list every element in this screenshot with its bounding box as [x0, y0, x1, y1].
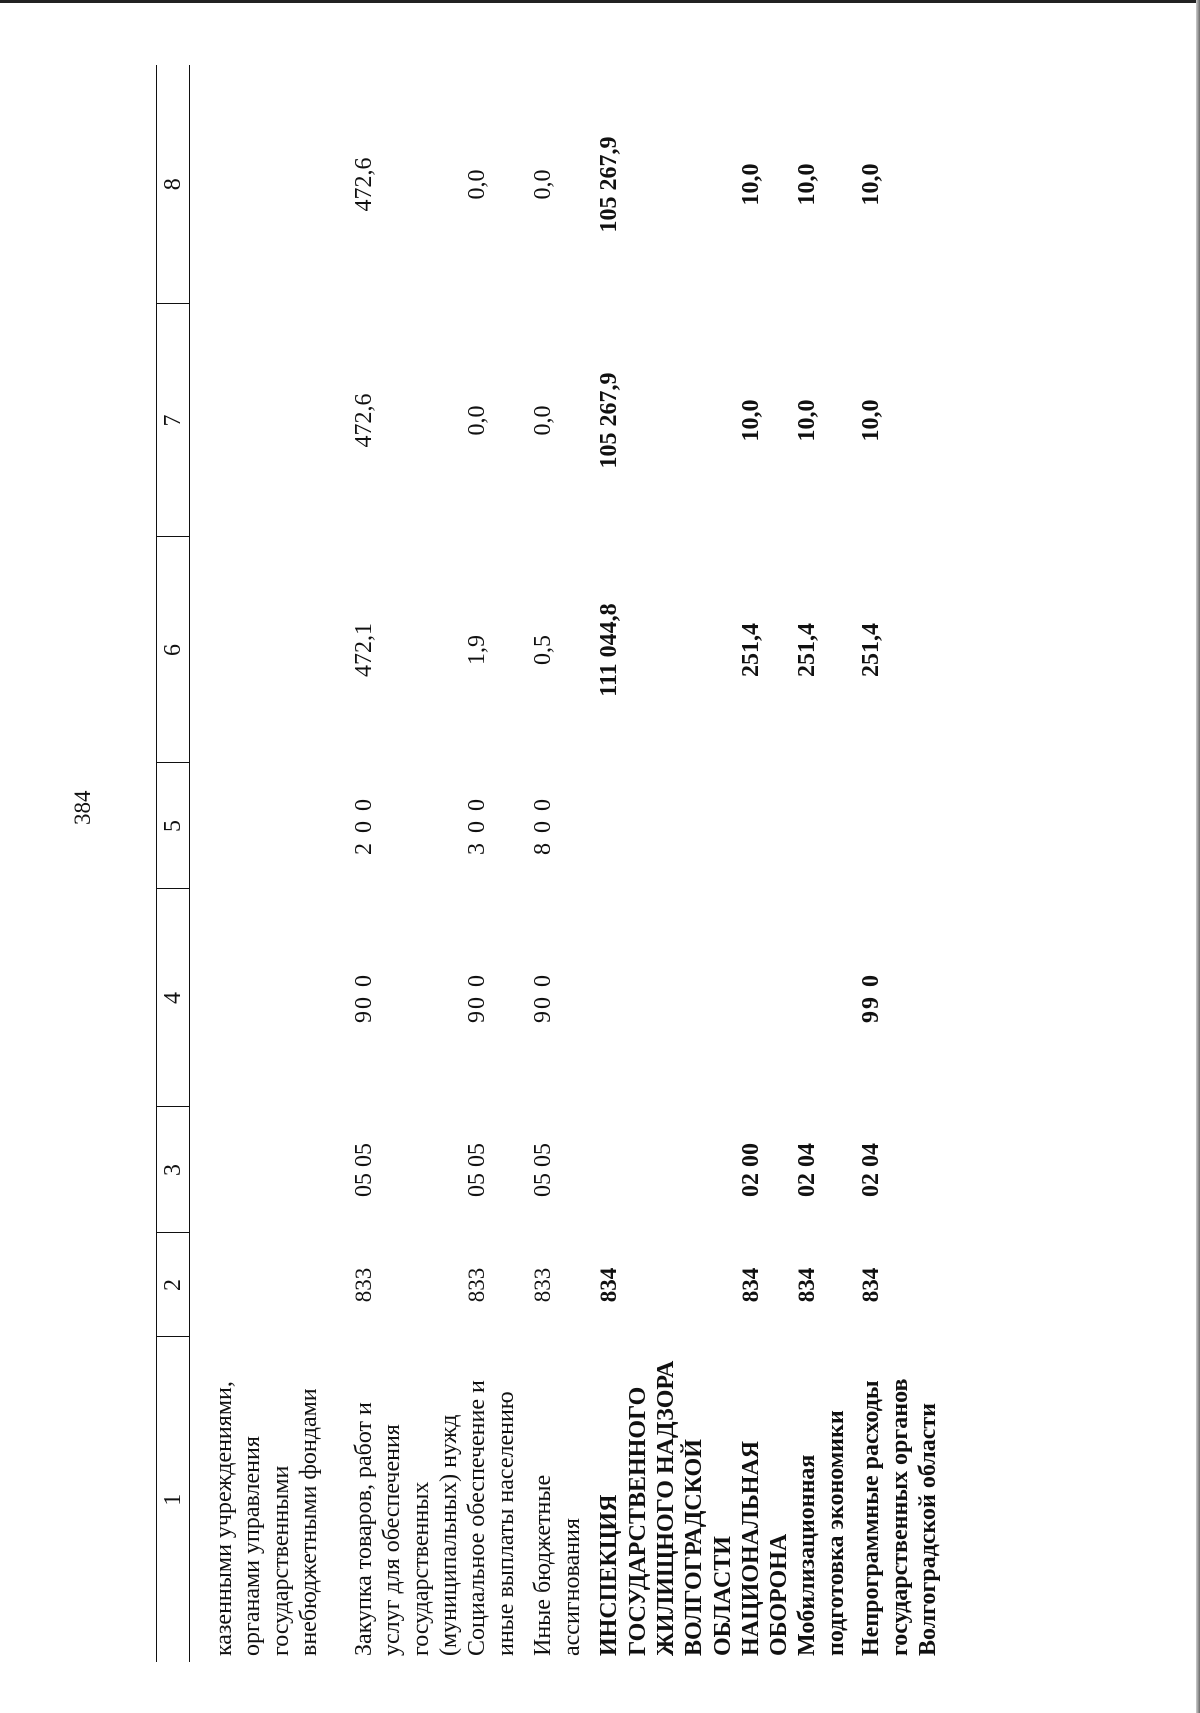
header-col-7: 7 [157, 304, 190, 537]
cell-ministry-code: 833 [530, 1267, 556, 1303]
cell-amount-7 [190, 304, 351, 537]
cell-ministry-code: 833 [464, 1267, 490, 1303]
table-row [737, 65, 794, 1662]
cell-section-code [190, 1107, 351, 1233]
row-name: Мобилизационная подготовка экономики [794, 1410, 849, 1656]
cell-amount-6 [190, 537, 351, 763]
cell-amount-8: 10,0 [858, 163, 885, 206]
cell-ministry-code: 834 [794, 1267, 820, 1303]
table-row [793, 65, 857, 1662]
cell-section-code: 02 00 [737, 1143, 764, 1197]
cell-amount-7: 0,0 [530, 405, 557, 436]
page-number: 384 [70, 790, 95, 825]
header-col-4: 4 [157, 889, 190, 1107]
cell-amount-8: 105 267,9 [596, 136, 623, 233]
row-name: казенными учреждениями, органами управления государственными внебюджетными фондами [211, 1381, 322, 1656]
table-row [463, 65, 529, 1662]
cell-target-code: 99 0 [858, 973, 885, 1023]
scan-edge-right [1196, 0, 1200, 1713]
cell-section-code: 05 05 [351, 1143, 377, 1197]
table-row [595, 65, 737, 1662]
row-name: Закупка товаров, работ и услуг для обеспечения государственных (муниципальных) нужд [351, 1402, 462, 1656]
cell-expense-type: 3 0 0 [464, 797, 491, 855]
cell-amount-7: 10,0 [794, 399, 821, 442]
budget-table [156, 65, 951, 1662]
header-col-5: 5 [157, 763, 190, 889]
cell-target-code [595, 889, 737, 1107]
cell-target-code: 90 0 [351, 973, 377, 1023]
cell-amount-6: 0,5 [530, 635, 557, 665]
cell-amount-6: 251,4 [794, 623, 821, 677]
cell-amount-7: 10,0 [858, 399, 885, 442]
row-name: НАЦИОНАЛЬНАЯ ОБОРОНА [737, 1440, 793, 1656]
cell-target-code: 90 0 [464, 973, 491, 1023]
cell-target-code [793, 889, 857, 1107]
cell-expense-type: 2 0 0 [351, 797, 377, 855]
cell-amount-6: 472,1 [351, 623, 377, 677]
cell-amount-6: 251,4 [737, 623, 764, 677]
cell-section-code: 05 05 [530, 1143, 557, 1197]
cell-section-code [595, 1107, 737, 1233]
table-row [529, 65, 595, 1662]
header-col-8: 8 [157, 65, 190, 304]
header-col-6: 6 [157, 537, 190, 763]
table-row [857, 65, 951, 1662]
header-col-3: 3 [157, 1107, 190, 1233]
cell-target-code: 90 0 [530, 973, 557, 1023]
header-col-2: 2 [157, 1233, 190, 1337]
row-name: ИНСПЕКЦИЯ ГОСУДАРСТВЕННОГО ЖИЛИЩНОГО НАДЗОРА ВОЛГОГРАДСКОЙ ОБЛАСТИ [596, 1360, 736, 1656]
rotated-table-wrapper [156, 65, 942, 1662]
table-row [190, 65, 351, 1662]
cell-expense-type [737, 763, 794, 889]
header-col-1: 1 [157, 1337, 190, 1662]
cell-ministry-code: 834 [596, 1267, 622, 1303]
cell-target-code [737, 889, 794, 1107]
cell-target-code [190, 889, 351, 1107]
cell-expense-type [793, 763, 857, 889]
cell-amount-6: 251,4 [858, 623, 885, 677]
cell-amount-8: 472,6 [351, 157, 377, 212]
table-row [350, 65, 463, 1662]
cell-amount-8: 10,0 [794, 163, 821, 206]
scan-edge-top [0, 0, 1200, 3]
row-name: Непрограммные расходы государственных органов Волгоградской области [858, 1378, 942, 1656]
cell-expense-type [595, 763, 737, 889]
cell-section-code: 05 05 [464, 1143, 491, 1197]
cell-amount-8: 0,0 [464, 169, 491, 200]
row-name: Социальное обеспечение и иные выплаты населению [464, 1380, 519, 1656]
cell-amount-7: 0,0 [464, 405, 491, 436]
cell-ministry-code: 834 [858, 1267, 884, 1303]
cell-section-code: 02 04 [858, 1143, 885, 1197]
cell-amount-8: 0,0 [530, 169, 557, 200]
cell-amount-7: 105 267,9 [596, 372, 623, 469]
cell-expense-type: 8 0 0 [530, 797, 557, 855]
cell-amount-6: 1,9 [464, 635, 491, 665]
cell-amount-7: 10,0 [737, 399, 764, 442]
row-name: Иные бюджетные ассигнования [530, 1474, 585, 1656]
cell-ministry-code: 833 [351, 1267, 376, 1303]
cell-amount-8 [190, 65, 351, 304]
cell-amount-6: 111 044,8 [596, 603, 623, 697]
cell-section-code: 02 04 [794, 1143, 821, 1197]
header-row [157, 65, 190, 1662]
cell-amount-7: 472,6 [351, 393, 377, 448]
cell-ministry-code: 834 [737, 1267, 763, 1303]
cell-amount-8: 10,0 [737, 163, 764, 206]
cell-expense-type [190, 763, 351, 889]
cell-expense-type [857, 763, 951, 889]
cell-ministry-code [190, 1233, 351, 1337]
